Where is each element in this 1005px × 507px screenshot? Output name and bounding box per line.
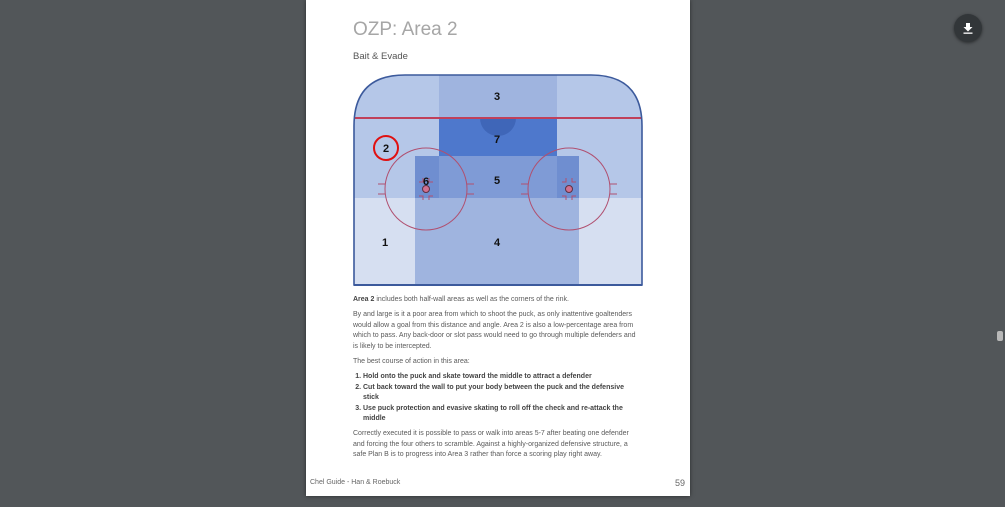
area-label-7: 7: [493, 134, 501, 146]
paragraph-shooting: By and large is it a poor area from which to shoot the puck, as only inattentive goaltenders would allow a goal from this distance and angle. Area 2 is also a low-percentage area from which to pass. Any back-door or slot pass would need to go through multiple defenders and is likely to be intercepted.: [353, 311, 636, 350]
list-item: 1. Hold onto the puck and skate toward the middle to attract a defender: [363, 372, 641, 382]
page-subtitle: Bait & Evade: [353, 51, 408, 62]
steps-list: [353, 372, 641, 424]
page-footer: Chel Guide - Han & Roebuck: [310, 479, 401, 486]
page-body: [353, 295, 641, 466]
area-label-6: 6: [422, 176, 430, 188]
area-label-5: 5: [493, 175, 501, 187]
area-label-1: 1: [381, 237, 389, 249]
download-icon: [962, 22, 974, 34]
area-label-2: 2: [382, 143, 390, 155]
list-item: 2. Cut back toward the wall to put your body between the puck and the defensive stick: [363, 383, 641, 404]
vertical-scrollbar[interactable]: [995, 0, 1005, 507]
scrollbar-thumb[interactable]: [997, 331, 1003, 341]
list-item: 3. Use puck protection and evasive skating to roll off the check and re-attack the middle: [363, 404, 641, 425]
pdf-page: [306, 0, 690, 496]
page-number: 59: [674, 478, 685, 488]
download-button[interactable]: [954, 14, 982, 42]
area-label-4: 4: [493, 237, 501, 249]
area-label-3: 3: [493, 91, 501, 103]
paragraph-area-2-intro: Area 2 includes both half-wall areas as well as the corners of the rink.: [353, 296, 569, 303]
paragraph-conclusion: Correctly executed it is possible to pass or walk into areas 5-7 after beating one defender and forcing the four others to scramble. Against a highly-organized defensive structure, a safe Plan B is to progress into Area 3 rather than force a scoring play right away.: [353, 430, 629, 459]
page-title: OZP: Area 2: [353, 19, 458, 40]
rink-diagram: [353, 74, 643, 288]
paragraph-best-course: The best course of action in this area:: [353, 358, 470, 366]
